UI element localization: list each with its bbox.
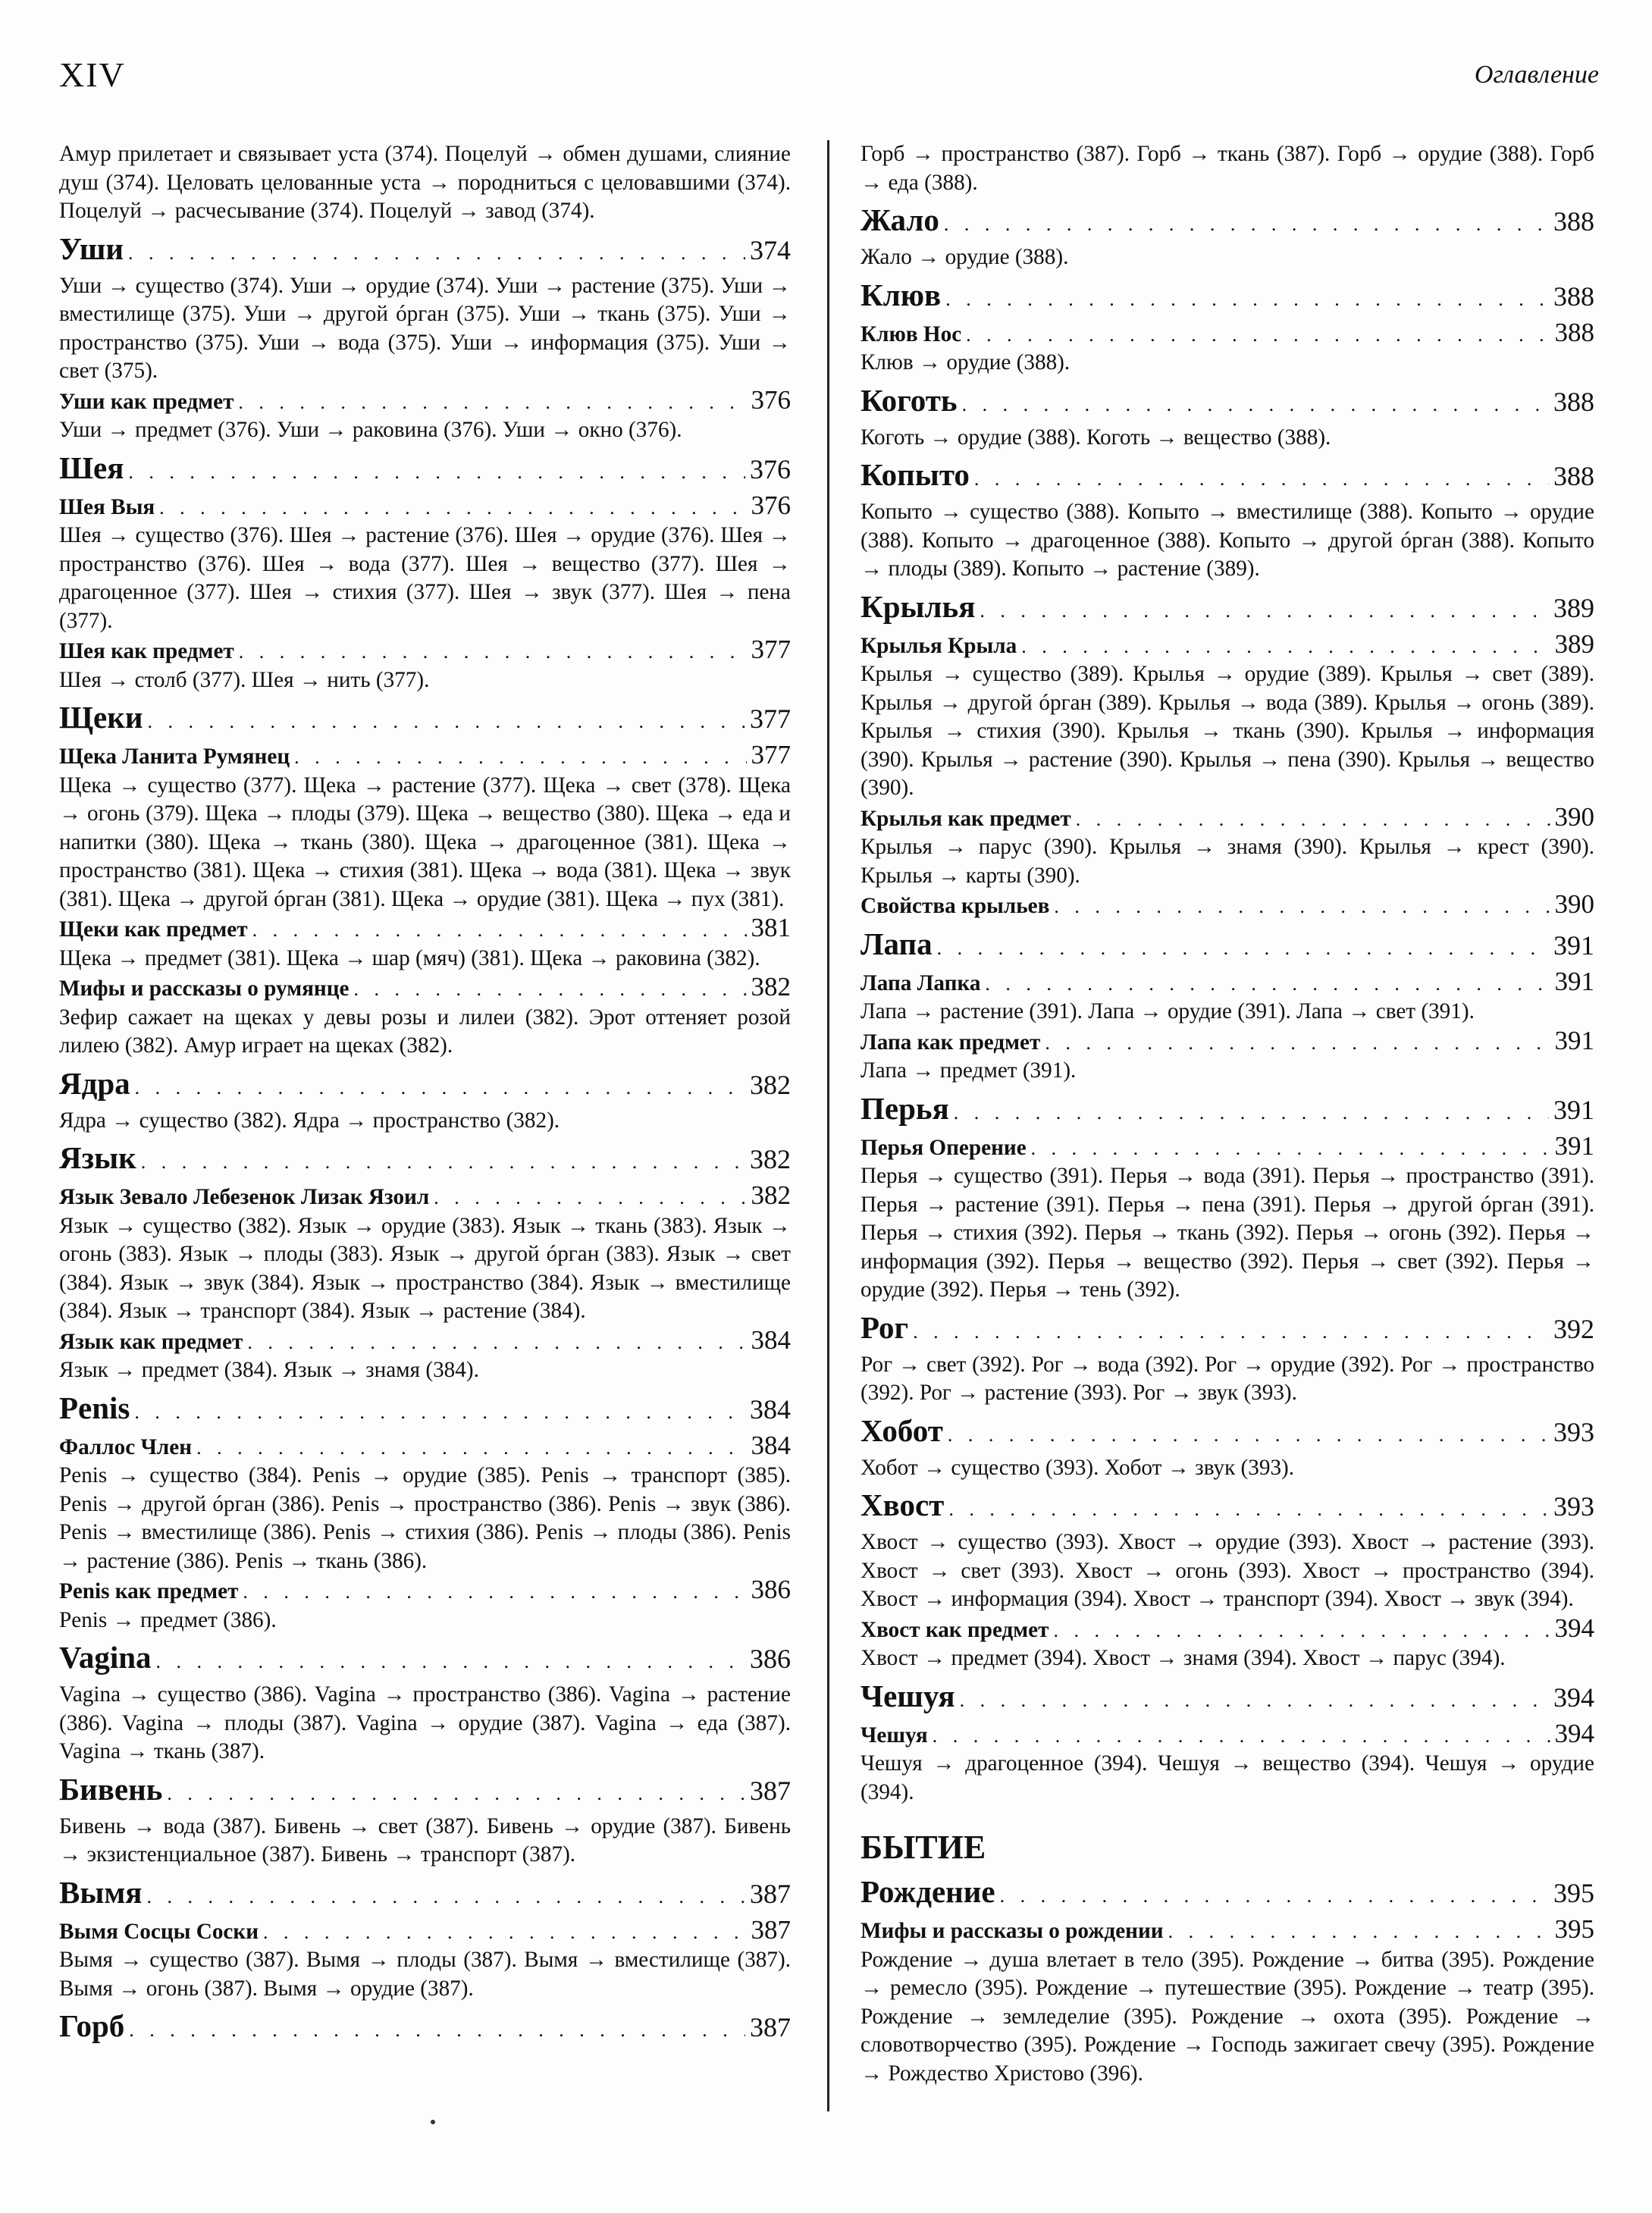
toc-page-number: 377 (750, 704, 791, 734)
toc-entry-text: Хвост → предмет (394). Хвост → знамя (394). Хвост → парус (394). (860, 1646, 1506, 1670)
dot-leader (434, 1183, 746, 1212)
toc-heading[interactable] (59, 1638, 791, 1681)
toc-page-number: 389 (1554, 629, 1594, 659)
toc-heading-label: Penis (59, 1390, 130, 1425)
toc-heading[interactable] (860, 1486, 1594, 1528)
toc-page-number: 391 (1554, 1131, 1594, 1161)
toc-subheading[interactable] (59, 741, 791, 772)
toc-subheading[interactable] (59, 635, 791, 666)
toc-entry-text: Penis → существо (384). Penis → орудие (385). Penis → транспорт (385). Penis → другой óрган (386). Penis → пространство (386). Penis → звук (386). Penis → вместилище (386). Penis → стихия (386). Penis → плоды (386). Penis → растение (386). Penis → ткань (386). (59, 1463, 791, 1573)
dot-leader (128, 234, 745, 272)
dot-leader (985, 970, 1550, 998)
toc-entry-text: Лапа → растение (391). Лапа → орудие (391). Лапа → свет (391). (860, 999, 1475, 1023)
toc-heading[interactable] (59, 1873, 791, 1916)
dot-leader (933, 1722, 1550, 1751)
dot-leader (945, 281, 1549, 318)
dot-leader (1168, 1917, 1550, 1946)
toc-entry-text: Лапа → предмет (391). (860, 1058, 1077, 1083)
toc-subheading[interactable] (860, 1027, 1594, 1058)
toc-subheading[interactable] (860, 803, 1594, 834)
toc-page-number: 384 (750, 1393, 791, 1425)
toc-heading-label: Жало (860, 202, 939, 237)
toc-page-number: 377 (751, 741, 791, 770)
right-column (860, 140, 1594, 2088)
toc-entry-text: Клюв → орудие (388). (860, 350, 1071, 375)
toc-subheading[interactable] (860, 1719, 1594, 1751)
toc-entry-text: Ядра → существо (382). Ядра → пространство (382). (59, 1108, 560, 1133)
dot-leader (966, 321, 1550, 350)
toc-heading-label: Ядра (59, 1065, 130, 1101)
toc-page-number: 387 (750, 1775, 791, 1806)
dot-leader (944, 205, 1549, 243)
toc-page-number: 386 (751, 1575, 791, 1604)
toc-entry-text: Уши → предмет (376). Уши → раковина (376). Уши → окно (376). (59, 418, 682, 442)
toc-heading-label: Лапа (860, 926, 933, 961)
toc-heading-label: Мифы и рассказы о румянце (59, 976, 350, 1001)
toc-heading[interactable] (860, 1677, 1594, 1719)
toc-page-number: 376 (751, 385, 791, 415)
toc-entry-text: Перья → существо (391). Перья → вода (391). Перья → пространство (391). Перья → растение (391). Перья → пена (391). Перья → другой óрган (391). Перья → стихия (392). Перья → ткань (392). Перья → огонь (392). Перья → информация (392). Перья → вещество (392). Перья → свет (392). Перья → орудие (392). Перья → тень (392). (860, 1164, 1594, 1302)
toc-heading-label: Перья Оперение (860, 1135, 1027, 1160)
toc-entry-text: Язык → предмет (384). Язык → знамя (384). (59, 1358, 479, 1382)
toc-entry-text: Хвост → существо (393). Хвост → орудие (393). Хвост → растение (393). Хвост → свет (393). Хвост → огонь (393). Хвост → пространство (394). Хвост → информация (394). Хвост → транспорт (394). Хвост → звук (394). (860, 1530, 1594, 1611)
toc-heading[interactable] (59, 1064, 791, 1107)
toc-heading[interactable] (860, 456, 1594, 498)
dot-leader (974, 460, 1549, 498)
dot-leader (147, 703, 745, 741)
page-header (59, 55, 1599, 100)
column-divider (827, 140, 829, 2111)
toc-heading-label: Чешуя (860, 1678, 955, 1713)
toc-entry-text: Горб → пространство (387). Горб → ткань (387). Горб → орудие (388). Горб → еда (388). (860, 142, 1594, 195)
toc-entry-text: Бивень → вода (387). Бивень → свет (387). Бивень → орудие (387). Бивень → экзистенциальное (387). Бивень → транспорт (387). (59, 1813, 791, 1867)
toc-page-number: 388 (1554, 318, 1594, 347)
toc-subheading[interactable] (59, 1181, 791, 1212)
toc-page-number: 382 (751, 1181, 791, 1210)
toc-heading-label: Бивень (59, 1771, 163, 1807)
toc-page-number: 393 (1553, 1491, 1594, 1522)
toc-entry-text: Уши → существо (374). Уши → орудие (374). Уши → растение (375). Уши → вместилище (375). Уши → другой óрган (375). Уши → ткань (375). Уши → пространство (375). Уши → вода (375). Уши → информация (375). Уши → свет (375). (59, 273, 791, 383)
toc-heading[interactable] (59, 1389, 791, 1431)
toc-page-number: 387 (750, 2012, 791, 2042)
toc-heading[interactable] (860, 925, 1594, 967)
toc-heading-label: Язык Зевало Лебезенок Лизак Язоил (59, 1185, 430, 1209)
toc-page-number: 395 (1554, 1915, 1594, 1944)
dot-leader (1000, 1877, 1549, 1915)
toc-entry-text: Язык → существо (382). Язык → орудие (383). Язык → ткань (383). Язык → огонь (383). Язык → плоды (383). Язык → другой óрган (383). Язык → свет (384). Язык → звук (384). Язык → пространство (384). Язык → вместилище (384). Язык → транспорт (384). Язык → растение (384). (59, 1213, 791, 1323)
toc-heading[interactable] (59, 2007, 791, 2049)
dot-leader (960, 1682, 1549, 1719)
toc-page-number: 388 (1553, 386, 1594, 417)
toc-page-number: 382 (750, 1069, 791, 1100)
toc-entry-text: Penis → предмет (386). (59, 1607, 277, 1632)
dot-leader (1053, 1616, 1550, 1645)
page-number: XIV (59, 55, 126, 94)
toc-page-number: 388 (1553, 206, 1594, 237)
toc-entry-text: Жало → орудие (388). (860, 245, 1069, 269)
dot-leader (948, 1490, 1549, 1528)
toc-heading-label: Мифы и рассказы о рождении (860, 1919, 1164, 1943)
dot-leader (159, 494, 746, 522)
toc-page-number: 388 (1553, 281, 1594, 312)
toc-heading-label: Лапа как предмет (860, 1030, 1041, 1055)
toc-page-number: 376 (751, 491, 791, 520)
toc-subheading[interactable] (59, 1326, 791, 1357)
toc-entry-text: Шея → столб (377). Шея → нить (377). (59, 667, 430, 692)
dot-leader (354, 975, 747, 1004)
toc-heading[interactable] (860, 1089, 1594, 1132)
toc-heading[interactable] (860, 1412, 1594, 1454)
toc-heading[interactable] (860, 1873, 1594, 1915)
toc-page-number: 384 (751, 1431, 791, 1460)
toc-subheading[interactable] (59, 973, 791, 1004)
toc-page-number: 391 (1553, 1094, 1594, 1125)
toc-page-number: 384 (751, 1325, 791, 1355)
toc-heading-label: Уши как предмет (59, 389, 234, 414)
toc-page-number: 376 (750, 453, 791, 484)
toc-entry-text: Крылья → парус (390). Крылья → знамя (390). Крылья → крест (390). Крылья → карты (390). (860, 835, 1594, 888)
toc-subheading[interactable] (59, 914, 791, 945)
toc-entry-text: Крылья → существо (389). Крылья → орудие (389). Крылья → свет (389). Крылья → другой óрган (389). Крылья → вода (389). Крылья → огонь (389). Крылья → стихия (390). Крылья → ткань (390). Крылья → информация (390). Крылья → растение (390). Крылья → пена (390). Крылья → вещество (390). (860, 662, 1594, 800)
toc-heading[interactable] (59, 698, 791, 741)
toc-entry-text: Щека → существо (377). Щека → растение (377). Щека → свет (378). Щека → огонь (379). Щека → плоды (379). Щека → вещество (380). Щека → еда и напитки (380). Щека → ткань (380). Щека → драгоценное (381). Щека → пространство (381). Щека → стихия (381). Щека → вода (381). Щека → звук (381). Щека → другой óрган (381). Щека → орудие (381). Щека → пух (381). (59, 773, 791, 911)
section-title: БЫТИЕ (860, 1829, 986, 1866)
toc-page-number: 391 (1554, 967, 1594, 996)
toc-heading-label: Горб (59, 2008, 125, 2043)
toc-page-number: 390 (1554, 890, 1594, 919)
toc-heading-label: Клюв Нос (860, 321, 962, 346)
toc-subheading[interactable] (860, 630, 1594, 661)
toc-entry-text: Амур прилетает и связывает уста (374). Поцелуй → обмен душами, слияние душ (374). Целовать целованные уста → породниться с целовавшими (374). Поцелуй → расчесывание (374). Поцелуй → завод (374). (59, 142, 791, 223)
dot-leader (156, 1643, 745, 1681)
toc-page-number: 390 (1554, 802, 1594, 832)
toc-heading-label: Рождение (860, 1874, 995, 1909)
toc-heading-label: Фаллос Член (59, 1434, 193, 1459)
toc-heading-label: Хвост как предмет (860, 1617, 1049, 1642)
dot-leader (913, 1313, 1549, 1351)
dot-leader (238, 388, 746, 417)
toc-heading[interactable] (59, 1770, 791, 1813)
toc-entry-text: Зефир сажает на щеках у девы розы и лилеи (382). Эрот оттеняет розой лилею (382). Амур играет на щеках (382). (59, 1005, 791, 1058)
toc-heading-label: Хобот (860, 1412, 943, 1448)
toc-heading-label: Коготь (860, 382, 958, 418)
toc-page-number: 391 (1553, 929, 1594, 961)
toc-heading-label: Vagina (59, 1640, 152, 1675)
toc-heading-label: Язык как предмет (59, 1329, 243, 1354)
toc-heading-label: Крылья Крыла (860, 633, 1017, 658)
toc-entry-text: Хобот → существо (393). Хобот → звук (393). (860, 1455, 1295, 1480)
toc-entry-text: Копыто → существо (388). Копыто → вместилище (388). Копыто → орудие (388). Копыто → драгоценное (388). Копыто → другой óрган (388). Копыто → плоды (389). Копыто → растение (389). (860, 500, 1594, 581)
toc-page-number: 394 (1553, 1682, 1594, 1713)
toc-subheading[interactable] (860, 890, 1594, 921)
dot-leader (134, 1393, 745, 1431)
dot-leader (239, 638, 747, 666)
toc-heading-label: Шея (59, 450, 124, 485)
toc-heading-label: Щека Ланита Румянец (59, 744, 290, 769)
toc-subheading[interactable] (59, 1431, 791, 1462)
toc-page-number: 388 (1553, 461, 1594, 491)
dot-leader (135, 1069, 745, 1107)
toc-page-number: 391 (1554, 1026, 1594, 1055)
dot-leader (1045, 1029, 1550, 1058)
dot-leader (129, 2011, 745, 2049)
toc-heading[interactable] (59, 230, 791, 272)
toc-heading-label: Крылья (860, 588, 976, 624)
dot-leader (937, 929, 1549, 967)
toc-heading-label: Перья (860, 1090, 949, 1126)
toc-heading-label: Копыто (860, 457, 970, 492)
toc-entry-text: Рождение → душа влетает в тело (395). Рождение → битва (395). Рождение → ремесло (395). Рождение → путешествие (395). Рождение → театр (395). Рождение → земледелие (395). Рождение → охота (395). Рождение → словотворчество (395). Рождение → Господь зажигает свечу (395). Рождение → Рождество Христово (396). (860, 1947, 1594, 2086)
dot-leader (1031, 1134, 1550, 1163)
toc-heading-label: Шея как предмет (59, 639, 234, 663)
toc-entry-text: Vagina → существо (386). Vagina → пространство (386). Vagina → растение (386). Vagina → плоды (387). Vagina → орудие (387). Vagina → еда (387). Vagina → ткань (387). (59, 1682, 791, 1763)
toc-heading-label: Вымя (59, 1874, 143, 1910)
dot-leader (962, 386, 1549, 424)
toc-page-number: 374 (750, 234, 791, 265)
toc-page-number: 394 (1554, 1613, 1594, 1643)
toc-subheading[interactable] (59, 1916, 791, 1947)
toc-entry-text: Шея → существо (376). Шея → растение (376). Шея → орудие (376). Шея → пространство (376). Шея → вода (377). Шея → вещество (377). Шея → драгоценное (377). Шея → стихия (377). Шея → звук (377). Шея → пена (377). (59, 523, 791, 633)
toc-heading-label: Penis как предмет (59, 1579, 239, 1603)
toc-entry-text: Чешуя → драгоценное (394). Чешуя → вещество (394). Чешуя → орудие (394). (860, 1751, 1594, 1804)
toc-heading[interactable] (860, 588, 1594, 630)
dot-leader (243, 1578, 746, 1606)
dot-leader (128, 453, 745, 491)
toc-heading-label: Рог (860, 1309, 909, 1345)
toc-heading-label: Хвост (860, 1487, 945, 1522)
toc-entry-text: Щека → предмет (381). Щека → шар (мяч) (381). Щека → раковина (382). (59, 945, 760, 970)
dot-leader (167, 1775, 745, 1813)
toc-heading[interactable] (860, 381, 1594, 424)
toc-heading-label: Щеки (59, 700, 143, 735)
toc-subheading[interactable] (59, 491, 791, 522)
dot-leader (252, 916, 747, 945)
toc-page-number: 377 (751, 635, 791, 664)
dot-leader (948, 1416, 1549, 1454)
toc-page-number: 395 (1553, 1878, 1594, 1908)
toc-subheading[interactable] (59, 386, 791, 417)
toc-heading-label: Свойства крыльев (860, 894, 1050, 918)
toc-heading-label: Крылья как предмет (860, 806, 1071, 831)
toc-page-number: 393 (1553, 1416, 1594, 1447)
toc-heading-label: Шея Выя (59, 494, 155, 519)
toc-entry-text: Вымя → существо (387). Вымя → плоды (387). Вымя → вместилище (387). Вымя → огонь (387). Вымя → орудие (387). (59, 1948, 791, 2001)
dot-leader (1076, 805, 1550, 834)
dot-leader (141, 1143, 745, 1181)
dot-leader (294, 743, 746, 772)
toc-heading-label: Чешуя (860, 1722, 928, 1748)
toc-heading-label: Уши (59, 230, 124, 266)
toc-page-number: 394 (1554, 1719, 1594, 1748)
toc-heading[interactable] (860, 276, 1594, 318)
toc-heading-label: Язык (59, 1140, 136, 1175)
toc-page-number: 387 (750, 1878, 791, 1909)
left-column (59, 140, 791, 2049)
toc-subheading[interactable] (860, 318, 1594, 350)
toc-heading[interactable] (59, 1139, 791, 1181)
toc-page-number: 392 (1553, 1313, 1594, 1344)
toc-heading[interactable] (860, 201, 1594, 243)
toc-entry-text: Рог → свет (392). Рог → вода (392). Рог → орудие (392). Рог → пространство (392). Рог → растение (393). Рог → звук (393). (860, 1352, 1594, 1405)
toc-heading-label: Вымя Сосцы Соски (59, 1919, 259, 1944)
dot-leader (196, 1434, 746, 1462)
toc-subheading[interactable] (860, 1132, 1594, 1163)
toc-page-number: 382 (751, 973, 791, 1001)
toc-subheading[interactable] (59, 1575, 791, 1606)
toc-page-number: 386 (750, 1644, 791, 1674)
toc-heading-label: Щеки как предмет (59, 917, 248, 942)
toc-heading[interactable] (59, 449, 791, 491)
dot-leader (980, 592, 1549, 630)
toc-page-number: 381 (751, 914, 791, 942)
toc-subheading[interactable] (860, 967, 1594, 998)
dot-leader (1054, 892, 1550, 921)
toc-subheading[interactable] (860, 1915, 1594, 1946)
toc-heading-label: Клюв (860, 277, 942, 312)
running-title: Оглавление (1474, 61, 1599, 89)
toc-heading[interactable] (860, 1309, 1594, 1351)
toc-page-number: 389 (1553, 592, 1594, 623)
dot-leader (247, 1328, 746, 1357)
dot-leader (954, 1094, 1549, 1132)
toc-heading-label: Лапа Лапка (860, 970, 981, 995)
toc-entry-text: Коготь → орудие (388). Коготь → вещество (388). (860, 425, 1331, 450)
toc-page-number: 382 (750, 1144, 791, 1174)
toc-page-number: 387 (751, 1915, 791, 1945)
print-mark (431, 2120, 435, 2124)
toc-subheading[interactable] (860, 1614, 1594, 1645)
dot-leader (146, 1878, 745, 1916)
dot-leader (263, 1918, 746, 1947)
dot-leader (1021, 632, 1550, 661)
